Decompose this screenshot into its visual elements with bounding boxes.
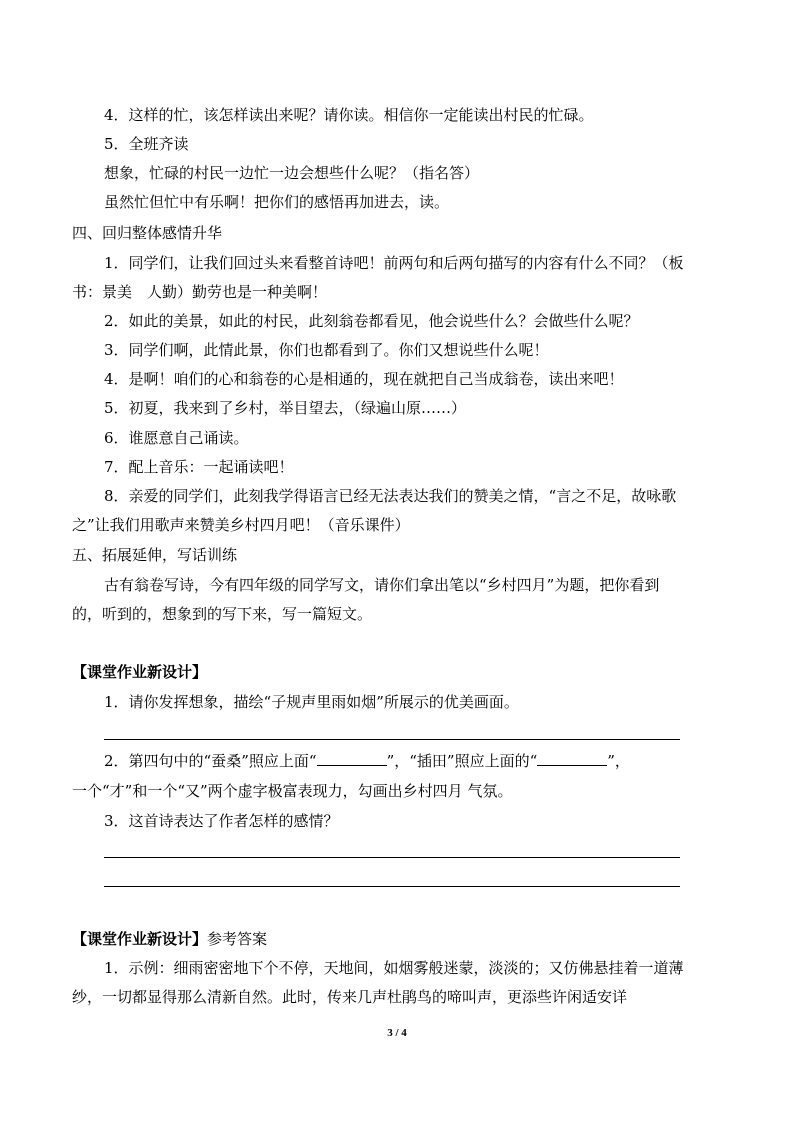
text-line: 之”让我们用歌声来赞美乡村四月吧！（音乐课件） xyxy=(72,516,410,534)
text-line: 4．是啊！咱们的心和翁卷的心是相通的，现在就把自己当成翁卷，读出来吧！ xyxy=(104,370,624,388)
text-line: 6．谁愿意自己诵读。 xyxy=(104,429,249,447)
answers-heading-label: 【课堂作业新设计】 xyxy=(72,930,208,948)
section-heading: 五、拓展延伸，写话训练 xyxy=(72,546,238,564)
question-2-cont: 一个“才”和一个“又”两个虚字极富表现力，勾画出乡村四月 气氛。 xyxy=(72,782,513,800)
answer-1-cont: 纱，一切都显得那么清新自然。此时，传来几声杜鹃鸟的啼叫声，更添些许闲适安详 xyxy=(72,988,628,1006)
question-2-text: 2．第四句中的“蚕桑”照应上面“ xyxy=(104,752,317,770)
text-line: 5．全班齐读 xyxy=(104,135,189,153)
fill-blank[interactable] xyxy=(317,751,387,766)
text-line: 3．同学们啊，此情此景，你们也都看到了。你们又想说些什么呢！ xyxy=(104,341,549,359)
text-line: 1．同学们，让我们回过头来看整首诗吧！前两句和后两句描写的内容有什么不同？（板 xyxy=(104,254,684,272)
answer-line[interactable] xyxy=(104,857,680,858)
text-line: 4．这样的忙，该怎样读出来呢？请你读。相信你一定能读出村民的忙碌。 xyxy=(104,106,594,124)
text-line: 书：景美 人勤）勤劳也是一种美啊！ xyxy=(72,283,328,301)
answers-heading xyxy=(72,929,267,949)
question-2-text: ”，“插田”照应上面的“ xyxy=(386,752,538,770)
answers-heading-suffix: 参考答案 xyxy=(207,930,268,948)
text-line: 5．初夏，我来到了乡村，举目望去，（绿遍山原……） xyxy=(104,399,467,417)
text-line: 的，听到的，想象到的写下来，写一篇短文。 xyxy=(72,605,373,623)
text-line: 想象，忙碌的村民一边忙一边会想些什么呢？（指名答） xyxy=(104,164,480,182)
question-1: 1．请你发挥想象，描绘“子规声里雨如烟”所展示的优美画面。 xyxy=(104,693,519,711)
question-2-text: ”， xyxy=(607,752,630,770)
text-line: 古有翁卷写诗，今有四年级的同学写文，请你们拿出笔以“乡村四月”为题，把你看到 xyxy=(104,576,660,594)
answer-1: 1．示例：细雨密密地下个不停，天地间，如烟雾般迷蒙，淡淡的；又仿佛悬挂着一道薄 xyxy=(104,959,684,977)
answer-line[interactable] xyxy=(104,739,680,740)
question-2 xyxy=(104,751,630,771)
question-3: 3．这首诗表达了作者怎样的感情？ xyxy=(104,812,339,830)
homework-heading: 【课堂作业新设计】 xyxy=(72,663,208,681)
section-heading: 四、回归整体感情升华 xyxy=(72,224,223,242)
text-line: 2．如此的美景，如此的村民，此刻翁卷都看见，他会说些什么？会做些什么呢？ xyxy=(104,312,639,330)
page-number: 3 / 4 xyxy=(387,1027,407,1039)
text-line: 7．配上音乐：一起诵读吧！ xyxy=(104,458,294,476)
text-line: 虽然忙但忙中有乐啊！把你们的感悟再加进去，读。 xyxy=(104,193,450,211)
fill-blank[interactable] xyxy=(537,751,607,766)
text-line: 8．亲爱的同学们，此刻我学得语言已经无法表达我们的赞美之情，“言之不足，故咏歌 xyxy=(104,487,677,505)
answer-line[interactable] xyxy=(104,886,680,887)
